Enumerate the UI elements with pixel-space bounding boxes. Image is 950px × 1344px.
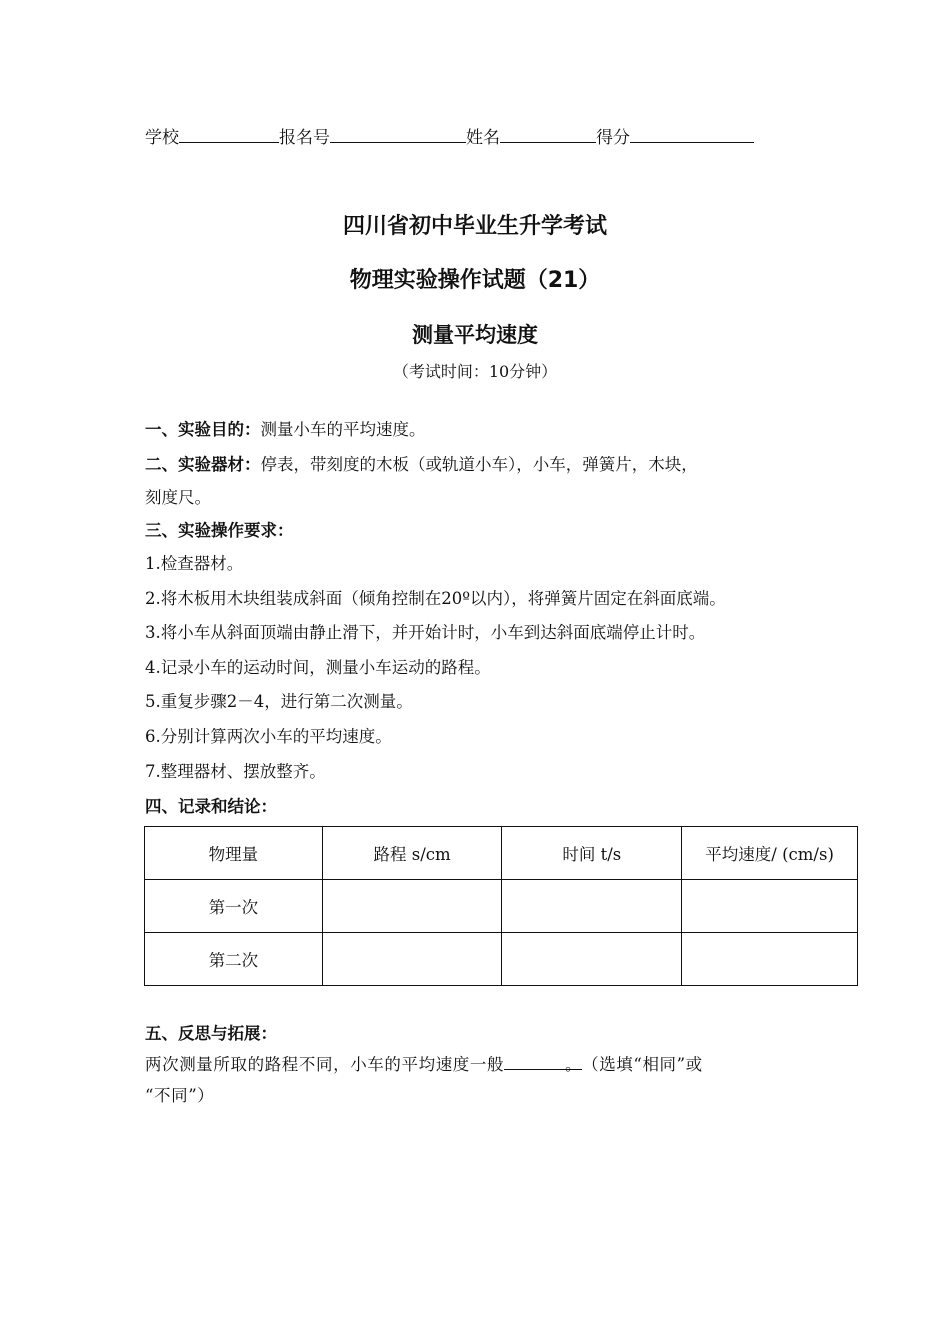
name-label: 姓名 [466,128,500,148]
step-item: 7.整理器材、摆放整齐。 [145,762,326,781]
step-item: 4.记录小车的运动时间，测量小车运动的路程。 [145,658,491,677]
school-field[interactable] [179,124,279,143]
header-line [145,124,754,151]
section-text-cont: 刻度尺。 [145,488,211,507]
table-row [145,933,858,986]
answer-blank[interactable] [504,1053,583,1074]
exam-subtitle: 物理实验操作试题（21） [349,268,601,293]
score-field[interactable] [630,124,754,143]
step-item: 2.将木板用木块组装成斜面（倾角控制在20º以内），将弹簧片固定在斜面底端。 [145,589,726,608]
section-heading: 二、实验器材： [145,455,261,474]
section-heading: 四、记录和结论： [145,797,277,816]
section-heading: 一、实验目的： [145,420,261,439]
speed-cell[interactable] [682,880,858,933]
blank-period: 。 [565,1055,583,1074]
table-row [145,880,858,933]
step-item: 6.分别计算两次小车的平均速度。 [145,727,392,746]
exam-title: 四川省初中毕业生升学考试 [342,214,607,239]
score-label: 得分 [596,128,630,148]
name-field[interactable] [500,124,596,143]
question-text-cont: “不同”） [145,1086,215,1105]
section-purpose [145,418,426,442]
step-item: 1.检查器材。 [145,554,244,573]
table-header-cell: 物理量 [145,827,323,880]
section-equipment [145,453,698,477]
exam-time: （考试时间：10分钟） [392,362,558,381]
table-row-label: 第一次 [145,880,323,933]
table-header-cell: 时间 t/s [502,827,682,880]
record-table [144,826,858,986]
reg-label: 报名号 [279,128,330,148]
step-item: 5.重复步骤2－4，进行第二次测量。 [145,692,413,711]
step-item: 3.将小车从斜面顶端由静止滑下，并开始计时，小车到达斜面底端停止计时。 [145,623,706,642]
question-text: 两次测量所取的路程不同，小车的平均速度一般 [145,1055,505,1074]
question-text: （选填“相同”或 [582,1055,703,1074]
experiment-topic: 测量平均速度 [412,323,538,347]
section-text: 停表，带刻度的木板（或轨道小车），小车，弹簧片，木块， [260,455,698,474]
distance-cell[interactable] [322,880,502,933]
time-cell[interactable] [502,933,682,986]
table-row-label: 第二次 [145,933,323,986]
speed-cell[interactable] [682,933,858,986]
section-heading: 三、实验操作要求： [145,521,294,540]
school-label: 学校 [145,128,179,148]
table-header-cell: 路程 s/cm [322,827,502,880]
table-header-row [145,827,858,880]
section-heading: 五、反思与拓展： [145,1024,277,1043]
time-cell[interactable] [502,880,682,933]
reg-number-field[interactable] [330,124,466,143]
table-header-cell: 平均速度/ (cm/s) [682,827,858,880]
reflection-question [145,1053,703,1077]
distance-cell[interactable] [322,933,502,986]
section-text: 测量小车的平均速度。 [260,420,426,439]
